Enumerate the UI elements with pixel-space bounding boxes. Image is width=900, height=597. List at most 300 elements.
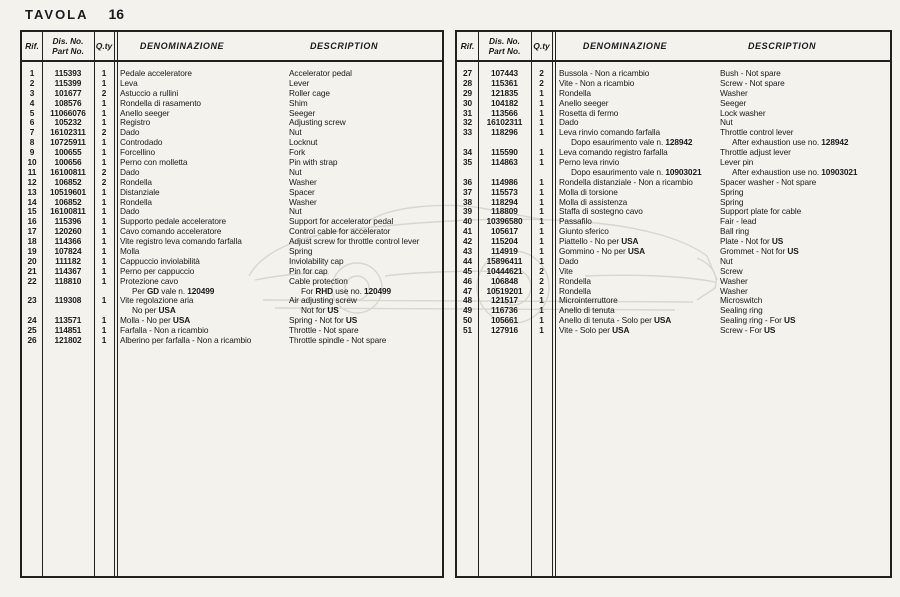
- row-denominazione: Molla - No per USA: [120, 315, 191, 326]
- row-denominazione: Anello di tenuta: [559, 305, 615, 316]
- row-description: Shim: [289, 97, 308, 108]
- row-denominazione: Anello di tenuta - Solo per USA: [559, 315, 672, 326]
- table-row: [457, 316, 890, 326]
- row-part-number: 107443: [490, 68, 519, 78]
- table-row: [457, 306, 890, 316]
- row-denominazione: Vite - Non a ricambio: [559, 77, 635, 88]
- row-rif: 15: [27, 206, 37, 217]
- row-rif: 17: [27, 226, 37, 237]
- row-rif: 4: [29, 97, 35, 108]
- row-rif: 39: [462, 206, 473, 217]
- table-body: [22, 69, 442, 346]
- row-part-number: 118809: [491, 206, 518, 217]
- row-description: Nut: [720, 255, 733, 266]
- table-row-note-line: [457, 138, 890, 148]
- row-quantity: 1: [101, 157, 107, 168]
- row-part-number: 115393: [54, 68, 82, 78]
- table-row-main-line: [457, 89, 890, 99]
- column-header-part-no-line: Part No.: [488, 46, 521, 56]
- table-row: [457, 79, 890, 89]
- row-quantity: 1: [101, 147, 107, 158]
- row-description-note: For RHD use no. 120499: [301, 285, 392, 296]
- row-part-number: 119308: [54, 295, 82, 306]
- table-row: [22, 336, 442, 346]
- row-part-number: 115399: [54, 77, 82, 88]
- row-description: Accelerator pedal: [289, 68, 352, 78]
- header-divider: [457, 60, 890, 62]
- table-row: [22, 316, 442, 326]
- table-header: [457, 32, 890, 60]
- row-part-number: 104182: [490, 97, 519, 108]
- row-part-number: 101677: [54, 87, 82, 98]
- row-denominazione: Forcellino: [120, 147, 155, 158]
- row-description: Sealing ring - For US: [720, 315, 796, 326]
- row-rif: 22: [27, 275, 37, 286]
- header-divider: [22, 60, 442, 62]
- row-denominazione: Registro: [120, 117, 151, 128]
- row-quantity: 1: [539, 87, 544, 98]
- row-description: Support plate for cable: [720, 206, 802, 217]
- row-rif: 12: [27, 176, 37, 187]
- row-part-number: 118810: [54, 275, 82, 286]
- row-quantity: 1: [101, 226, 107, 237]
- row-part-number: 16102311: [486, 117, 523, 128]
- row-part-number: 108576: [54, 97, 82, 108]
- column-header-qty: Q.ty: [533, 41, 550, 51]
- row-rif: 50: [462, 315, 473, 326]
- table-row: [22, 267, 442, 277]
- row-part-number: 10519601: [49, 186, 87, 197]
- row-description-note: Not for US: [301, 305, 339, 316]
- table-row-main-line: [22, 168, 442, 178]
- row-denominazione: Dado: [120, 166, 140, 177]
- row-description: Spring: [720, 196, 744, 207]
- row-quantity: 2: [101, 176, 107, 187]
- table-row-main-line: [22, 69, 442, 79]
- row-denominazione: Dado: [559, 117, 579, 128]
- row-denominazione: Perno leva rinvio: [559, 157, 620, 168]
- column-header-rif: Rif.: [460, 41, 475, 51]
- row-rif: 44: [462, 255, 473, 266]
- row-rif: 24: [27, 315, 37, 326]
- row-denominazione: Supporto pedale acceleratore: [120, 216, 227, 227]
- row-denominazione: Rondella di rasamento: [120, 97, 201, 108]
- table-row: [457, 227, 890, 237]
- row-description: Nut: [289, 206, 302, 217]
- table-row-main-line: [22, 109, 442, 119]
- parts-table-left: [20, 30, 444, 578]
- table-row-main-line: [22, 148, 442, 158]
- row-part-number: 11066076: [50, 107, 86, 118]
- row-description: Bush - Not spare: [720, 68, 781, 78]
- row-part-number: 114919: [491, 246, 518, 257]
- table-row: [457, 118, 890, 128]
- row-rif: 42: [462, 236, 473, 247]
- row-description: Fair - lead: [720, 216, 757, 227]
- row-rif: 1: [29, 68, 35, 78]
- row-denominazione: Vite registro leva comando farfalla: [120, 236, 242, 247]
- table-row-main-line: [457, 198, 890, 208]
- row-part-number: 106852: [54, 196, 82, 207]
- row-part-number: 10519201: [486, 285, 523, 296]
- row-rif: 36: [462, 176, 473, 187]
- row-description: Pin with strap: [289, 157, 338, 168]
- row-denominazione: Molla di torsione: [559, 186, 618, 197]
- row-denominazione: Rondella distanziale - Non a ricambio: [559, 176, 693, 187]
- row-quantity: 1: [539, 206, 544, 217]
- column-header-dis-no-line: Dis. No.: [52, 36, 84, 46]
- table-row-main-line: [22, 89, 442, 99]
- row-description: Washer: [289, 176, 317, 187]
- row-quantity: 1: [101, 97, 107, 108]
- row-part-number: 113566: [491, 107, 518, 118]
- row-rif: 48: [462, 295, 473, 306]
- table-row-main-line: [457, 237, 890, 247]
- row-quantity: 1: [539, 186, 544, 197]
- row-description: Sealing ring: [720, 305, 763, 316]
- row-description: Control cable for accelerator: [289, 226, 391, 237]
- table-row: [22, 89, 442, 99]
- row-denominazione: Anello seeger: [120, 107, 170, 118]
- row-denominazione-note: No per USA: [132, 305, 176, 316]
- row-description: Spacer: [289, 186, 315, 197]
- row-part-number: 127916: [490, 325, 519, 336]
- table-row-main-line: [22, 267, 442, 277]
- row-denominazione: Rondella: [559, 87, 591, 98]
- column-header-dis-no-line: Dis. No.: [489, 36, 520, 46]
- row-part-number: 111182: [55, 255, 81, 266]
- row-rif: 51: [462, 325, 473, 336]
- table-row: [22, 277, 442, 297]
- row-denominazione: Microinterruttore: [559, 295, 618, 306]
- row-rif: 3: [29, 87, 35, 98]
- row-part-number: 115204: [491, 236, 518, 247]
- row-quantity: 1: [101, 315, 107, 326]
- row-description: Adjust screw for throttle control lever: [289, 236, 420, 247]
- row-description: Spring: [289, 246, 313, 257]
- table-row-main-line: [22, 257, 442, 267]
- row-description: Microswitch: [720, 295, 763, 306]
- row-rif: 25: [27, 325, 37, 336]
- row-description: Air adjusting screw: [289, 295, 357, 306]
- row-quantity: 1: [101, 216, 107, 227]
- row-description: Lever pin: [720, 157, 754, 168]
- row-denominazione: Vite - Solo per USA: [559, 325, 630, 336]
- tavola-label: TAVOLA: [25, 7, 89, 22]
- row-description: Screw - Not spare: [720, 77, 785, 88]
- row-rif: 35: [462, 157, 473, 168]
- row-part-number: 114863: [491, 157, 518, 168]
- row-denominazione: Rondella: [120, 196, 152, 207]
- table-row: [22, 79, 442, 89]
- table-row-main-line: [22, 237, 442, 247]
- row-quantity: 1: [539, 176, 544, 187]
- row-part-number: 114367: [54, 265, 82, 276]
- table-row-main-line: [457, 306, 890, 316]
- table-row-main-line: [457, 316, 890, 326]
- table-row: [22, 148, 442, 158]
- column-header-description: DESCRIPTION: [747, 41, 817, 51]
- row-description: Grommet - Not for US: [720, 246, 799, 257]
- row-quantity: 1: [101, 295, 107, 306]
- table-row: [457, 89, 890, 99]
- row-rif: 18: [27, 236, 37, 247]
- row-rif: 28: [462, 77, 473, 88]
- row-denominazione: Passafilo: [559, 216, 592, 227]
- row-quantity: 1: [539, 127, 544, 138]
- row-rif: 26: [27, 335, 37, 346]
- row-denominazione: Molla di assistenza: [559, 196, 628, 207]
- table-row: [457, 188, 890, 198]
- row-description: Washer: [720, 275, 748, 286]
- row-part-number: 115396: [54, 216, 82, 227]
- row-description: Inviolability cap: [289, 255, 344, 266]
- row-quantity: 1: [539, 295, 544, 306]
- row-denominazione: Astuccio a rullini: [120, 87, 179, 98]
- row-description: Washer: [720, 285, 748, 296]
- row-part-number: 100656: [54, 157, 82, 168]
- row-rif: 33: [462, 127, 473, 138]
- row-description: Seeger: [289, 107, 316, 118]
- column-header-rif: Rif.: [25, 41, 39, 51]
- row-denominazione: Leva: [120, 77, 138, 88]
- row-quantity: 2: [101, 127, 107, 138]
- row-denominazione: Gommino - No per USA: [559, 246, 646, 257]
- table-row: [22, 247, 442, 257]
- row-part-number: 118294: [491, 196, 518, 207]
- row-rif: 29: [462, 87, 473, 98]
- row-denominazione: Leva rinvio comando farfalla: [559, 127, 660, 138]
- row-quantity: 2: [539, 68, 544, 78]
- table-row: [22, 188, 442, 198]
- row-part-number: 121802: [54, 335, 82, 346]
- table-row: [457, 69, 890, 79]
- row-denominazione: Rosetta di fermo: [559, 107, 619, 118]
- row-quantity: 1: [539, 147, 544, 158]
- table-row: [22, 237, 442, 247]
- table-row: [457, 217, 890, 227]
- row-part-number: 15896411: [486, 255, 523, 266]
- table-row-main-line: [457, 178, 890, 188]
- row-quantity: 1: [101, 206, 107, 217]
- row-rif: 41: [462, 226, 473, 237]
- table-row-main-line: [457, 188, 890, 198]
- table-row-main-line: [22, 79, 442, 89]
- row-quantity: 1: [101, 186, 107, 197]
- row-part-number: 100655: [54, 147, 82, 158]
- row-description: Fork: [289, 147, 306, 158]
- row-description: Throttle adjust lever: [720, 147, 791, 158]
- row-quantity: 1: [539, 255, 544, 266]
- row-description: Locknut: [289, 137, 318, 148]
- column-header-denominazione: DENOMINAZIONE: [582, 41, 668, 51]
- row-part-number: 16100811: [50, 206, 86, 217]
- row-description: Screw: [720, 265, 743, 276]
- row-description: Support for accelerator pedal: [289, 216, 394, 227]
- row-description: Spacer washer - Not spare: [720, 176, 817, 187]
- column-header-description: DESCRIPTION: [309, 41, 379, 51]
- row-denominazione: Giunto sferico: [559, 226, 609, 237]
- table-row-main-line: [457, 69, 890, 79]
- row-quantity: 1: [539, 107, 544, 118]
- row-part-number: 10444621: [486, 265, 523, 276]
- table-row-main-line: [22, 247, 442, 257]
- row-part-number: 105617: [490, 226, 519, 237]
- row-part-number: 115590: [491, 147, 518, 158]
- row-description: Spring - Not for US: [289, 315, 358, 326]
- row-denominazione: Anello seeger: [559, 97, 609, 108]
- table-row: [457, 178, 890, 188]
- row-quantity: 1: [101, 246, 107, 257]
- table-row-note-line: [22, 306, 442, 316]
- table-row: [22, 257, 442, 267]
- row-rif: 30: [462, 97, 473, 108]
- row-description: Washer: [289, 196, 317, 207]
- row-description: Throttle control lever: [720, 127, 794, 138]
- column-header-part-no-line: Part No.: [52, 46, 84, 56]
- table-row: [22, 296, 442, 316]
- table-row: [22, 138, 442, 148]
- row-denominazione: Molla: [120, 246, 140, 257]
- row-part-number: 16102311: [50, 127, 86, 138]
- row-part-number: 120260: [54, 226, 82, 237]
- row-part-number: 106848: [490, 275, 519, 286]
- row-rif: 27: [462, 68, 473, 78]
- row-quantity: 1: [101, 137, 107, 148]
- row-description: Washer: [720, 87, 748, 98]
- row-part-number: 114366: [54, 236, 82, 247]
- row-denominazione: Rondella: [559, 275, 591, 286]
- row-rif: 7: [29, 127, 35, 138]
- row-description: Throttle - Not spare: [289, 325, 359, 336]
- table-row: [22, 69, 442, 79]
- table-row: [457, 128, 890, 148]
- row-quantity: 1: [539, 315, 544, 326]
- page-title: [25, 6, 124, 22]
- row-rif: 43: [462, 246, 473, 257]
- row-rif: 34: [462, 147, 473, 158]
- row-description: Ball ring: [720, 226, 750, 237]
- row-description-note: After exhaustion use no. 128942: [732, 137, 849, 148]
- row-quantity: 1: [101, 107, 107, 118]
- row-quantity: 1: [101, 117, 107, 128]
- table-row: [457, 148, 890, 158]
- row-quantity: 1: [539, 325, 544, 336]
- row-rif: 21: [27, 265, 37, 276]
- row-quantity: 2: [539, 275, 544, 286]
- table-row-main-line: [457, 148, 890, 158]
- row-quantity: 1: [101, 335, 107, 346]
- row-denominazione: Piattello - No per USA: [559, 236, 639, 247]
- table-header: [22, 32, 442, 60]
- row-denominazione: Protezione cavo: [120, 275, 178, 286]
- row-rif: 49: [462, 305, 473, 316]
- row-rif: 5: [29, 107, 35, 118]
- row-denominazione: Cavo comando acceleratore: [120, 226, 222, 237]
- row-quantity: 1: [539, 246, 544, 257]
- row-quantity: 1: [539, 97, 544, 108]
- row-denominazione: Pedale acceleratore: [120, 68, 192, 78]
- table-row-main-line: [457, 267, 890, 277]
- row-rif: 37: [462, 186, 473, 197]
- row-quantity: 1: [539, 236, 544, 247]
- row-description: Seeger: [720, 97, 747, 108]
- table-row-main-line: [457, 287, 890, 297]
- parts-table-right: [455, 30, 892, 578]
- row-denominazione: Rondella: [120, 176, 152, 187]
- row-description: Nut: [720, 117, 733, 128]
- row-rif: 38: [462, 196, 473, 207]
- column-header-part-no: [478, 36, 531, 56]
- row-denominazione: Staffa di sostegno cavo: [559, 206, 643, 217]
- table-row: [457, 287, 890, 297]
- row-denominazione-note: Dopo esaurimento vale n. 128942: [571, 137, 693, 148]
- table-row: [457, 296, 890, 306]
- row-part-number: 10725911: [50, 137, 86, 148]
- row-part-number: 121835: [490, 87, 519, 98]
- table-row: [22, 109, 442, 119]
- row-denominazione: Rondella: [559, 285, 591, 296]
- row-quantity: 1: [539, 305, 544, 316]
- row-part-number: 113571: [54, 315, 82, 326]
- row-description: Throttle spindle - Not spare: [289, 335, 387, 346]
- row-rif: 23: [27, 295, 37, 306]
- row-rif: 8: [29, 137, 35, 148]
- row-part-number: 16100811: [50, 166, 86, 177]
- row-part-number: 118296: [491, 127, 518, 138]
- row-denominazione: Perno per cappuccio: [120, 265, 195, 276]
- row-description: Pin for cap: [289, 265, 328, 276]
- row-rif: 2: [29, 77, 35, 88]
- row-quantity: 1: [101, 196, 107, 207]
- table-row: [457, 326, 890, 336]
- row-denominazione: Controdado: [120, 137, 163, 148]
- table-row: [457, 237, 890, 247]
- row-quantity: 1: [101, 68, 107, 78]
- row-rif: 13: [27, 186, 37, 197]
- row-denominazione: Distanziale: [120, 186, 160, 197]
- row-description: Adjusting screw: [289, 117, 346, 128]
- row-quantity: 2: [539, 77, 544, 88]
- row-rif: 14: [27, 196, 37, 207]
- table-body: [457, 69, 890, 336]
- row-rif: 16: [27, 216, 37, 227]
- row-rif: 19: [27, 246, 37, 257]
- row-description-note: After exhaustion use no. 10903021: [732, 166, 858, 177]
- row-description: Cable protection: [289, 275, 348, 286]
- row-quantity: 1: [539, 157, 544, 168]
- row-quantity: 1: [101, 255, 107, 266]
- row-description: Lever: [289, 77, 310, 88]
- row-denominazione: Perno con molletta: [120, 157, 188, 168]
- row-denominazione: Cappuccio inviolabilità: [120, 255, 200, 266]
- row-description: Plate - Not for US: [720, 236, 784, 247]
- row-rif: 9: [29, 147, 35, 158]
- row-rif: 32: [462, 117, 473, 128]
- table-row: [457, 198, 890, 208]
- table-row-main-line: [457, 99, 890, 109]
- row-rif: 46: [462, 275, 473, 286]
- row-quantity: 2: [101, 87, 107, 98]
- row-quantity: 2: [539, 265, 544, 276]
- row-quantity: 1: [101, 275, 107, 286]
- row-description: Nut: [289, 166, 302, 177]
- table-row-main-line: [22, 188, 442, 198]
- table-row-main-line: [22, 336, 442, 346]
- row-denominazione: Dado: [559, 255, 579, 266]
- table-row-main-line: [457, 227, 890, 237]
- row-denominazione: Dado: [120, 206, 140, 217]
